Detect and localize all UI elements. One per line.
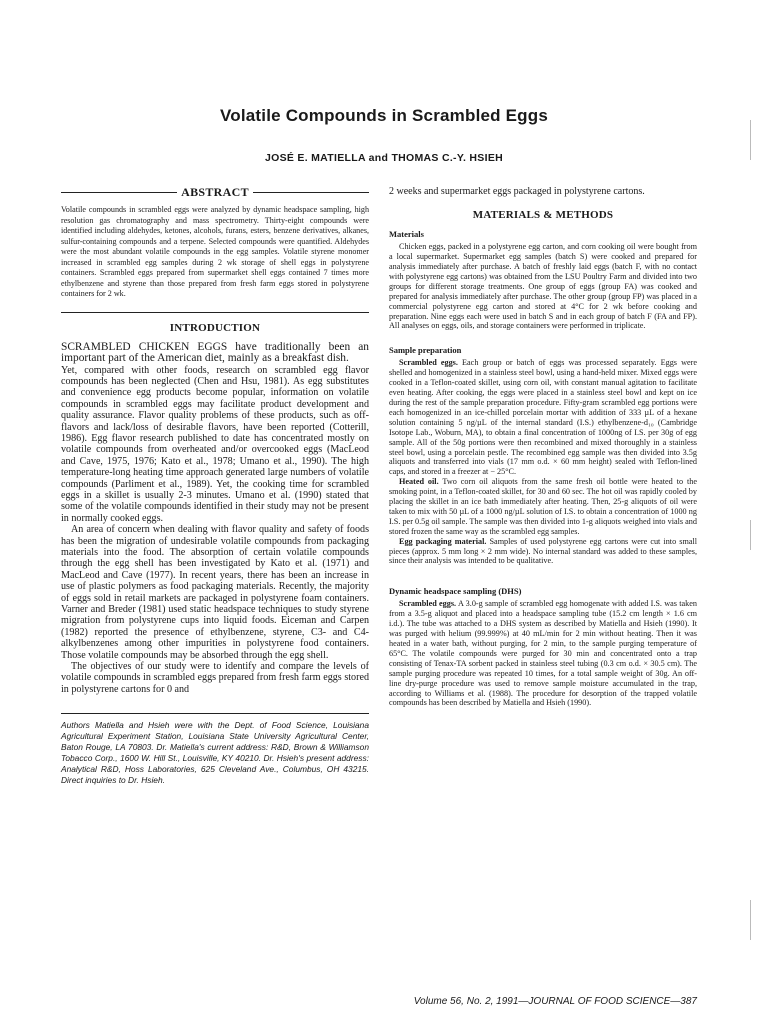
author-footnote: Authors Matiella and Hsieh were with the Dept. of Food Science, Louisiana Agricultural Experiment Station, Louisiana State University Agricultural Center, Baton Rouge, LA 70803. Dr. Matiella's current address: R&D, Brown & Williamson Tobacco Corp., 1600 W. Hill St., Louisville, KY 40210. Dr. Hsieh's present address: Analytical R&D, Hoss Laboratories, 625 Cleveland Ave., Columbus, OH 43215. Direct inquiries to Dr. Hsieh.	[61, 720, 369, 786]
right-column	[389, 186, 697, 708]
heading-rule-left	[61, 192, 177, 193]
heated-oil-text: Two corn oil aliquots from the same fresh oil bottle were heated to the smoking point, in a Teflon-coated skillet, for 30 and 60 sec. The hot oil was rapidly cooled by placing the skillet in an ice bath immediately after heating. Then, 25-g aliquots of oil were taken to mix with 50 µL of a 1000 ng/µL solution of I.S. to obtain a concentration of 1000 ng I.S. per 0.5g oil sample. The sample was then divided into 1-g aliquots weighed into vials and stored frozen the same way as the scrambled egg samples.	[389, 477, 697, 536]
abstract-heading-text: ABSTRACT	[181, 184, 249, 199]
introduction-paragraph-2: An area of concern when dealing with flavor quality and safety of foods has been the migration of undesirable volatile compounds from packaging materials into the food. The absorption of certain volatile compounds through the egg shell has been investigated by Kato et al. (1971) and MacLeod and Cave (1977). In recent years, there has been an increase in use of plastic polymers as food packaging materials. Recently, the majority of eggs sold in retail markets are packaged in polystyrene foam containers. Varner and Breder (1981) used static headspace techniques to study styrene migration from polystyrene cups into liquid foods. Eiceman and Carpen (1982) reported the presence of ethylbenzene, styrene, C3- and C4-alkylbenzenes among other impurities in polystyrene food containers. Those volatile compounds may be absorbed through the egg shell.	[61, 524, 369, 661]
introduction-paragraph-1: Yet, compared with other foods, research on scrambled egg flavor compounds has been neglected (Chen and Hsu, 1981). As egg substitutes and convenience egg products become popular, information on volatile compounds in scrambled eggs may facilitate product development and quality assurance. Flavor quality problems of these products, such as off-flavors and lack/loss of desirable flavors, have been reported (Cotterill, 1986). Egg flavor research published to date has concentrated mostly on volatile compounds from overheated and/or overcooked eggs (MacLeod and Cave, 1975, 1976; Kato et al., 1978; Umano et al., 1990). The high temperature-long heating time approach generated large numbers of volatile compounds (Parliment et al., 1989). Yet, the cooking time for scrambled eggs in a skillet is usually 2-3 minutes. Umano et al. (1990) stated that some of the volatile compounds identified in their study may not be present in normally cooked eggs.	[61, 364, 369, 524]
author-line: JOSÉ E. MATIELLA and THOMAS C.-Y. HSIEH	[264, 152, 504, 164]
dhs-label: Scrambled eggs.	[399, 599, 457, 609]
scan-edge-mark	[750, 120, 751, 160]
introduction-continuation: 2 weeks and supermarket eggs packaged in polystyrene cartons.	[389, 186, 645, 197]
heading-rule-right	[253, 192, 369, 193]
introduction-lead: SCRAMBLED CHICKEN EGGS have traditionally been an important part of the American diet, mainly as a breakfast dish.	[61, 340, 369, 364]
abstract-text: Volatile compounds in scrambled eggs were analyzed by dynamic headspace sampling, high resolution gas chromatography and mass spectrometry. Thirty-eight compounds were identified including aldehydes, ketones, alcohols, furans, esters, benzene derivatives, alkanes, sulfur-containing compounds and a terpene. Selected compounds were quantified. Aldehydes were the most abundant volatile compounds in the egg samples. Volatile styrene monomer increased in scrambled egg samples during 2 wk storage of shell eggs in polystyrene containers. Scrambled eggs prepared from supermarket shell eggs contained 7 times more ethylbenzene and styrene than those prepared from fresh farm eggs stored in polystyrene containers for 2 wk.	[61, 205, 369, 298]
heated-oil-label: Heated oil.	[399, 477, 439, 487]
scrambled-eggs-label: Scrambled eggs.	[399, 358, 458, 368]
heated-oil-paragraph	[389, 477, 697, 536]
abstract-divider	[61, 312, 369, 313]
page-footer: Volume 56, No. 2, 1991—JOURNAL OF FOOD SCIENCE—387	[413, 996, 697, 1007]
packaging-text: Samples of used polystyrene egg cartons were cut into small pieces (approx. 5 mm long × 2 mm wide). No internal standard was added to these samples, since their analysis was intended to be qualitative.	[389, 536, 698, 566]
left-column	[61, 184, 369, 786]
introduction-paragraph-3: The objectives of our study were to identify and compare the levels of volatile compounds in scrambled eggs prepared from fresh farm eggs stored in polystyrene cartons for 0 and	[61, 661, 369, 695]
dhs-subheading: Dynamic headspace sampling (DHS)	[389, 586, 522, 597]
dhs-paragraph	[389, 599, 697, 708]
materials-paragraph: Chicken eggs, packed in a polystyrene egg carton, and corn cooking oil were bought from a local supermarket. Supermarket egg samples (batch S) were cooked and prepared for analysis immediately after purchase. A batch of freshly laid eggs (batch F, with no contact with polystyrene egg cartons) was obtained from the LSU Poultry Farm and divided into two groups for different storage treatments. One group of eggs (group FA) was cooked and prepared for analysis immediately after purchase. The other group (group FP) was placed in a commercial polystyrene egg carton and stored at 4°C for 2 wk before cooking and preparation. Nine eggs each were used in batch S and in each group of batch F (FA and FP). All analyses on eggs, oils, and storage containers were performed in triplicate.	[389, 242, 697, 331]
scan-edge-mark	[750, 520, 751, 550]
methods-heading: MATERIALS & METHODS	[472, 209, 614, 222]
materials-subheading: Materials	[389, 229, 424, 240]
footnote-divider	[61, 713, 369, 714]
packaging-label: Egg packaging material.	[399, 536, 487, 546]
scan-edge-mark	[750, 900, 751, 940]
dhs-text: A 3.0-g sample of scrambled egg homogenate with added I.S. was taken from a 3.5-g aliquot and placed into a headspace sampling tube (15.2 cm length × 1.6 cm i.d.). The tube was attached to a DHS system as described by Matiella and Hsieh (1990). It was purged with helium (99.999%) at 40 mL/min for 2 min without heating. Then it was heated in a water bath, without purging, for 2 min, to the sample purging temperature of 65°C. The volatile compounds were purged for 30 min and concentrated onto a trap consisting of Tenax-TA sorbent packed in stainless steel tubing (0.3 cm o.d. × 30.5 cm). The sample purging procedure was repeated 10 times, for a total sample weight of 30g. An off-line dry-purge procedure was used to remove sample moisture accumulated in the trap, according to Williams et al. (1988). The procedure for desorption of the trapped volatile compounds has been described by Matiella and Hsieh (1990).	[389, 599, 697, 708]
scrambled-eggs-paragraph	[389, 358, 697, 477]
scrambled-eggs-text: Each group or batch of eggs was processed separately. Eggs were shelled and homogenized in a stainless steel bowl, using a hand-held mixer. Mixed eggs were cooked in a Teflon-coated skillet, using corn oil, with constant manual agitation to facilitate even heating. After cooking, the eggs were placed in a stainless steel bowl and kept on ice during the rest of the sample preparation procedure. Fifty-gram scrambled egg portions were each homogenized in an ice-chilled porcelain mortar with addition of 333 µL of a hexane solution containing 5 ng/µL of the internal standard (I.S.) ethylbenzene-d₁₀ (Cambridge Isotope Lab., Woburn, MA), to obtain a final concentration of 1000ng of I.S. per 30g of egg sample. All of the 50g portions were then recombined and mixed thoroughly in a stainless steel bowl, using a porcelain pestle. The recombined egg sample was then divided into 3.5g aliquots and transferred into vials (17 mm o.d. × 60 mm height) sealed with Teflon-lined caps, and stored in a freezer at − 25°C.	[389, 358, 698, 477]
article-title: Volatile Compounds in Scrambled Eggs	[219, 106, 549, 125]
sample-preparation-subheading: Sample preparation	[389, 345, 462, 356]
packaging-paragraph	[389, 537, 697, 567]
abstract-heading	[61, 184, 369, 200]
introduction-heading: INTRODUCTION	[169, 321, 261, 334]
